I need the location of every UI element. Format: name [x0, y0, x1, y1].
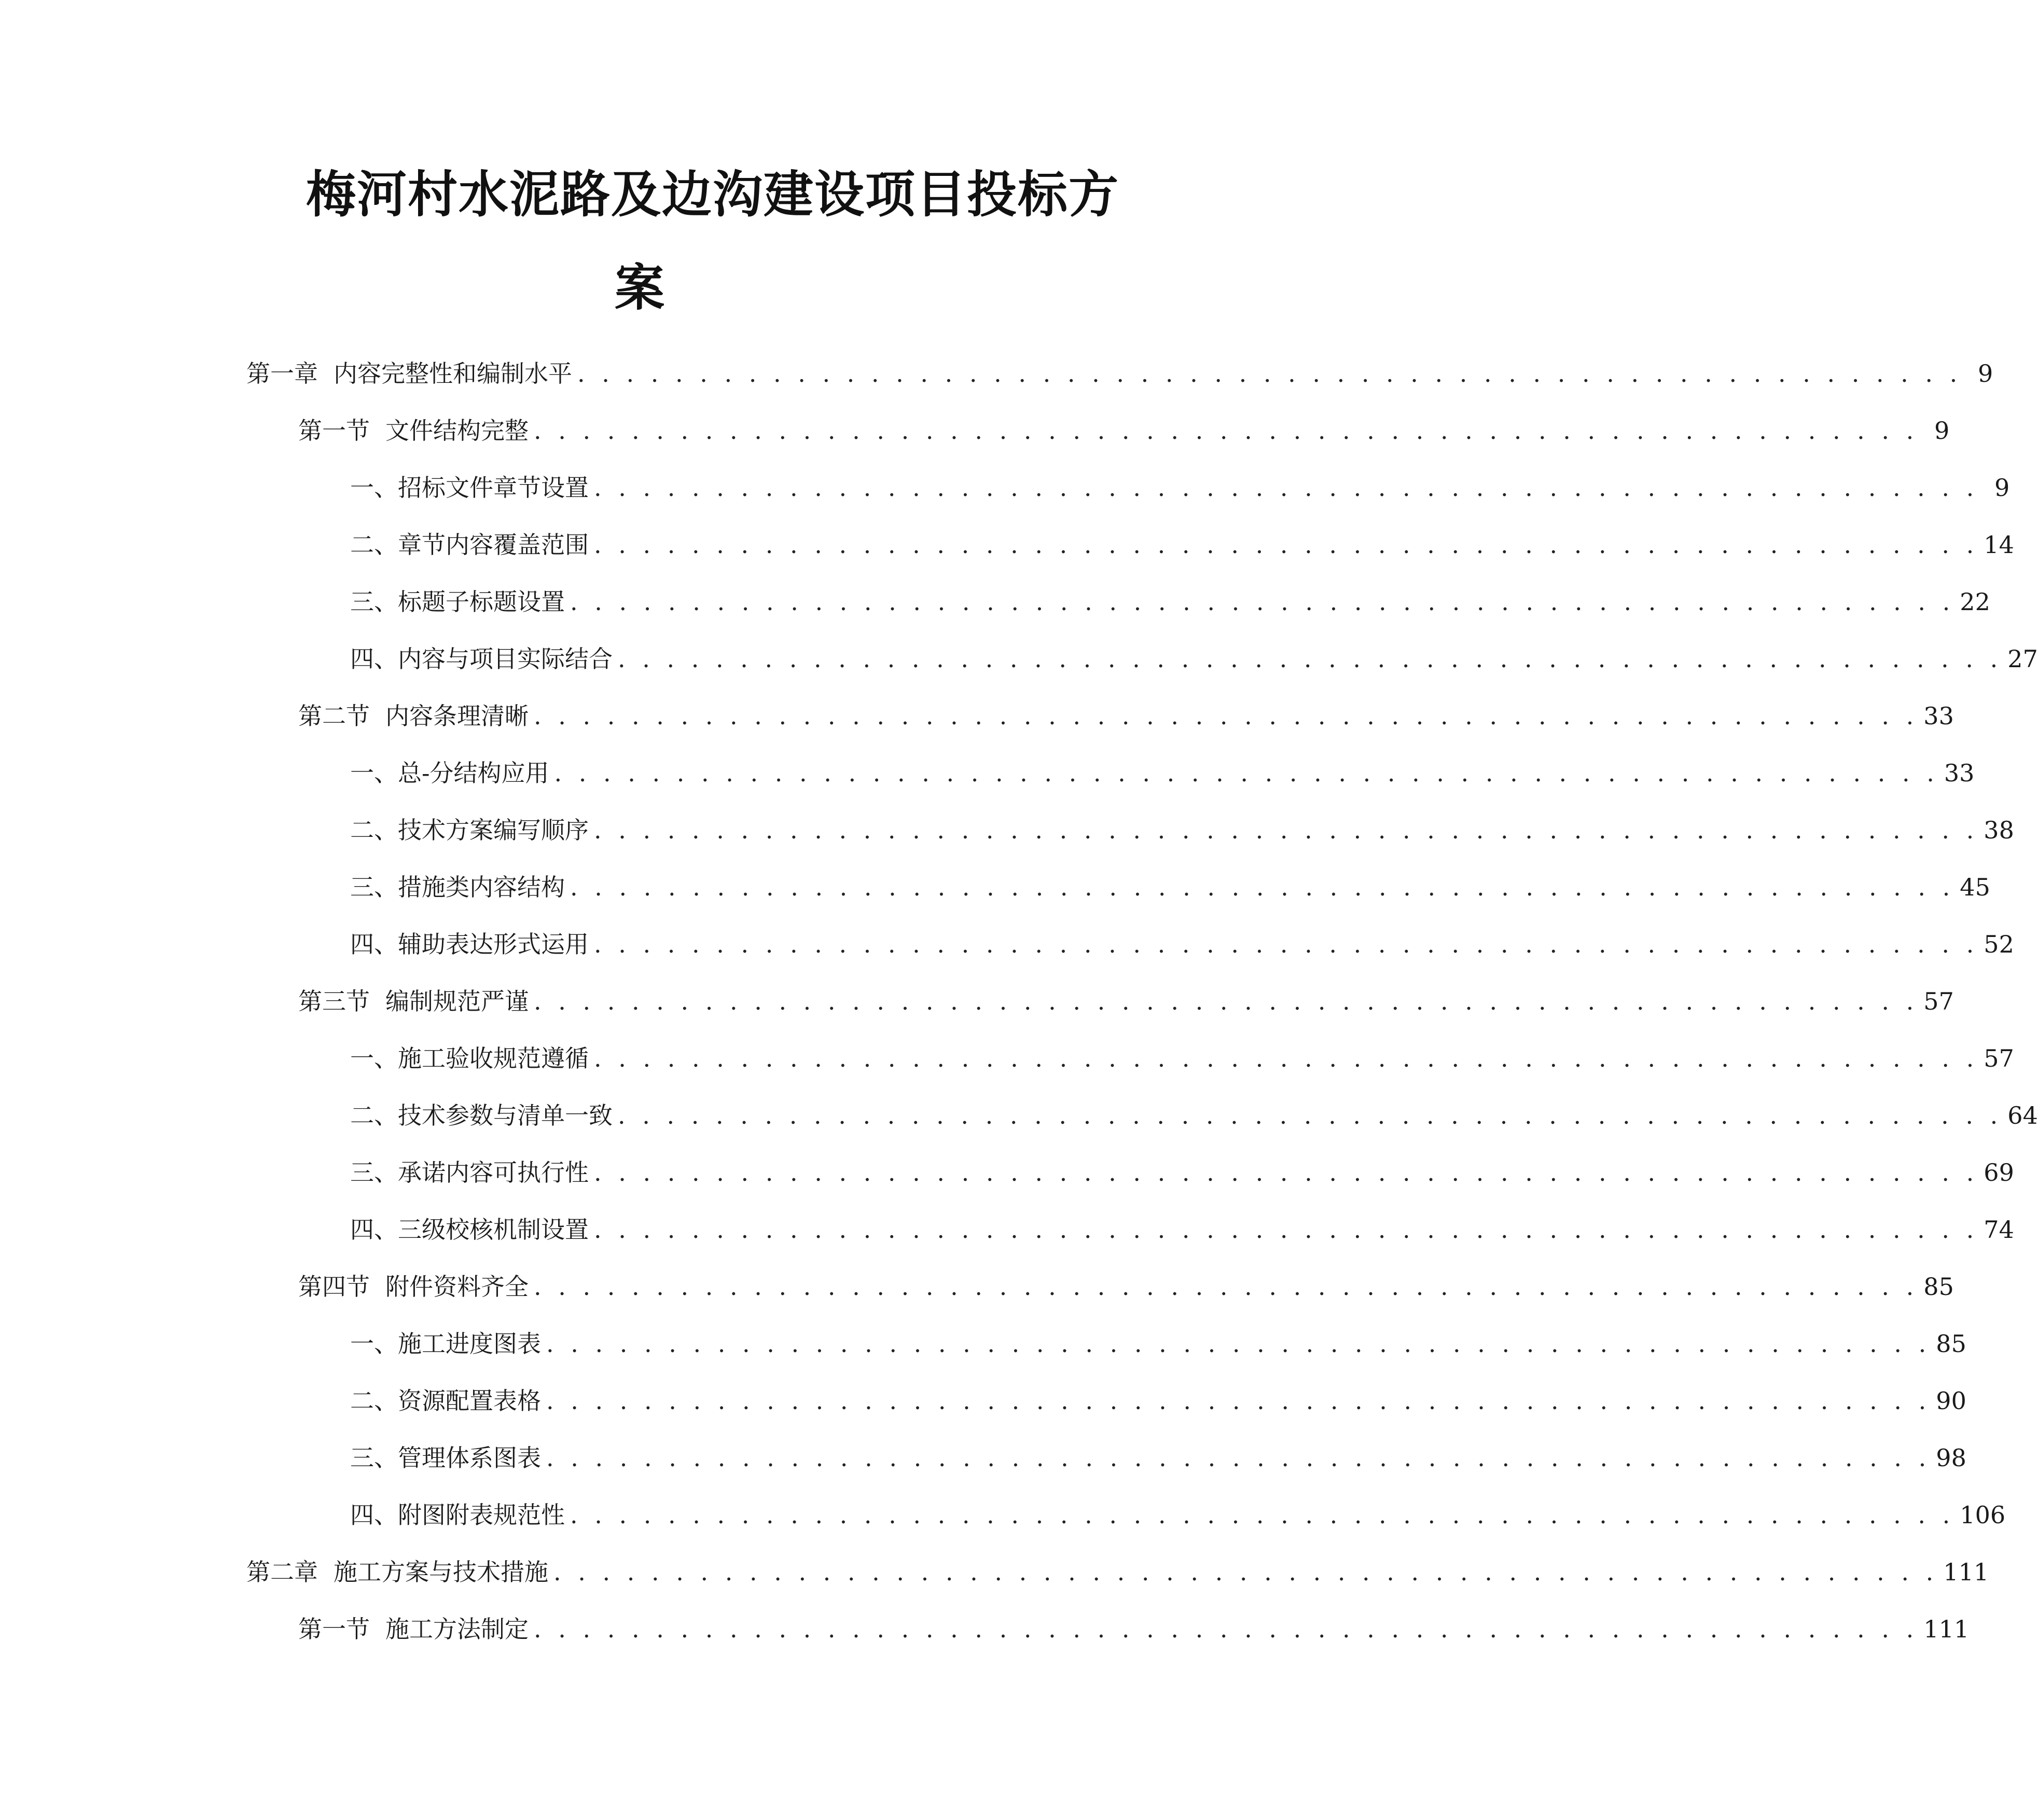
toc-entry[interactable] [298, 695, 1954, 732]
toc-leader-dots: . . . . . . . . . . . . . . . . . . . . . . . . . . . . . . . . . . . . . . . . . . . . . . . . . . . . . . . . . [570, 588, 1955, 616]
toc-entry-prefix: 第一节 [298, 1615, 370, 1643]
toc-entry-label: 技术参数与清单一致 [398, 1101, 613, 1129]
toc-entry-label: 三级校核机制设置 [398, 1216, 589, 1244]
toc-entry-label: 编制规范严谨 [385, 987, 529, 1015]
toc-entry[interactable] [246, 1551, 1989, 1588]
toc-entry-page: 9 [1978, 360, 1993, 388]
toc-leader-dots: . . . . . . . . . . . . . . . . . . . . . . . . . . . . . . . . . . . . . . . . . . . . . . . . . . . . . . . . . [594, 531, 1979, 559]
toc-entry-page: 57 [1984, 1044, 2014, 1072]
toc-entry-page: 33 [1923, 702, 1954, 730]
toc-entry-prefix: 二、 [350, 816, 398, 844]
toc-entry-page: 69 [1984, 1159, 2014, 1187]
toc-entry[interactable] [350, 467, 2010, 503]
toc-leader-dots: . . . . . . . . . . . . . . . . . . . . . . . . . . . . . . . . . . . . . . . . . . . . . . . . . . . . . . . . . [577, 360, 1962, 388]
toc-leader-dots: . . . . . . . . . . . . . . . . . . . . . . . . . . . . . . . . . . . . . . . . . . . . . . . . . . . . . . . . . [594, 816, 1979, 844]
toc-entry-prefix: 四、 [350, 645, 398, 673]
toc-entry[interactable] [350, 1152, 2014, 1188]
toc-entry-page: 111 [1923, 1615, 1970, 1643]
toc-entry-prefix: 第一节 [298, 417, 370, 445]
toc-entry-page: 98 [1936, 1444, 1966, 1472]
toc-entry[interactable] [350, 809, 2014, 846]
toc-entry-page: 74 [1984, 1216, 2014, 1244]
toc-entry-page: 57 [1923, 987, 1954, 1015]
toc-entry-page: 9 [1934, 417, 1950, 445]
document-title-line-2: 案 [615, 259, 664, 317]
toc-entry[interactable] [350, 752, 1975, 789]
toc-entry-page: 38 [1984, 816, 2014, 844]
toc-entry-page: 27 [2007, 645, 2038, 673]
toc-entry[interactable] [298, 410, 1950, 446]
toc-entry-label: 内容与项目实际结合 [398, 645, 613, 673]
toc-entry-label: 附件资料齐全 [385, 1273, 529, 1301]
toc-entry-label: 施工方案与技术措施 [334, 1558, 548, 1586]
toc-leader-dots: . . . . . . . . . . . . . . . . . . . . . . . . . . . . . . . . . . . . . . . . . . . . . . . . . . . . . . . . . [534, 1273, 1919, 1301]
toc-entry-label: 技术方案编写顺序 [398, 816, 589, 844]
toc-entry-prefix: 第二章 [246, 1558, 318, 1586]
toc-entry-prefix: 一、 [350, 1044, 398, 1072]
toc-leader-dots: . . . . . . . . . . . . . . . . . . . . . . . . . . . . . . . . . . . . . . . . . . . . . . . . . . . . . . . . . [554, 759, 1939, 787]
toc-entry-page: 90 [1936, 1387, 1966, 1415]
toc-leader-dots: . . . . . . . . . . . . . . . . . . . . . . . . . . . . . . . . . . . . . . . . . . . . . . . . . . . . . . . . . [553, 1558, 1938, 1586]
toc-entry-prefix: 第一章 [246, 360, 318, 388]
toc-entry-label: 内容完整性和编制水平 [334, 360, 572, 388]
toc-entry[interactable] [246, 353, 1993, 389]
toc-entry-label: 辅助表达形式运用 [398, 930, 589, 958]
toc-entry-label: 招标文件章节设置 [398, 474, 589, 502]
toc-entry-prefix: 三、 [350, 588, 398, 616]
toc-entry[interactable] [298, 981, 1954, 1017]
toc-leader-dots: . . . . . . . . . . . . . . . . . . . . . . . . . . . . . . . . . . . . . . . . . . . . . . . . . . . . . . . . . [594, 930, 1979, 958]
toc-entry-prefix: 四、 [350, 1216, 398, 1244]
toc-entry[interactable] [350, 1494, 2006, 1531]
toc-entry-prefix: 一、 [350, 474, 398, 502]
toc-leader-dots: . . . . . . . . . . . . . . . . . . . . . . . . . . . . . . . . . . . . . . . . . . . . . . . . . . . . . . . . . [594, 1216, 1979, 1244]
toc-entry-prefix: 一、 [350, 1330, 398, 1358]
toc-entry[interactable] [350, 581, 1990, 617]
toc-entry[interactable] [350, 1380, 1966, 1416]
toc-leader-dots: . . . . . . . . . . . . . . . . . . . . . . . . . . . . . . . . . . . . . . . . . . . . . . . . . . . . . . . . . [570, 1501, 1955, 1529]
toc-leader-dots: . . . . . . . . . . . . . . . . . . . . . . . . . . . . . . . . . . . . . . . . . . . . . . . . . . . . . . . . . [546, 1387, 1931, 1415]
toc-entry-prefix: 一、 [350, 759, 398, 787]
toc-entry-page: 9 [1994, 474, 2010, 502]
toc-entry-label: 施工进度图表 [398, 1330, 541, 1358]
toc-entry-prefix: 三、 [350, 873, 398, 901]
toc-entry[interactable] [350, 923, 2014, 960]
toc-entry-page: 52 [1984, 930, 2014, 958]
toc-leader-dots: . . . . . . . . . . . . . . . . . . . . . . . . . . . . . . . . . . . . . . . . . . . . . . . . . . . . . . . . . [570, 873, 1955, 901]
toc-entry-label: 施工验收规范遵循 [398, 1044, 589, 1072]
toc-leader-dots: . . . . . . . . . . . . . . . . . . . . . . . . . . . . . . . . . . . . . . . . . . . . . . . . . . . . . . . . . [534, 1615, 1919, 1643]
toc-entry-prefix: 第二节 [298, 702, 370, 730]
toc-entry[interactable] [350, 1095, 2038, 1131]
toc-entry-label: 文件结构完整 [385, 417, 529, 445]
toc-leader-dots: . . . . . . . . . . . . . . . . . . . . . . . . . . . . . . . . . . . . . . . . . . . . . . . . . . . . . . . . . [546, 1330, 1931, 1358]
toc-entry-label: 内容条理清晰 [385, 702, 529, 730]
toc-leader-dots: . . . . . . . . . . . . . . . . . . . . . . . . . . . . . . . . . . . . . . . . . . . . . . . . . . . . . . . . . [534, 987, 1919, 1015]
toc-entry[interactable] [350, 1323, 1966, 1359]
toc-entry-label: 资源配置表格 [398, 1387, 541, 1415]
toc-entry-label: 标题子标题设置 [398, 588, 565, 616]
toc-entry-prefix: 三、 [350, 1444, 398, 1472]
toc-entry-page: 14 [1984, 531, 2014, 559]
toc-entry[interactable] [350, 866, 1990, 903]
toc-leader-dots: . . . . . . . . . . . . . . . . . . . . . . . . . . . . . . . . . . . . . . . . . . . . . . . . . . . . . . . . . [594, 1044, 1979, 1072]
toc-entry-prefix: 二、 [350, 1387, 398, 1415]
toc-entry-label: 章节内容覆盖范围 [398, 531, 589, 559]
toc-entry[interactable] [298, 1608, 1970, 1645]
toc-entry-prefix: 四、 [350, 1501, 398, 1529]
toc-leader-dots: . . . . . . . . . . . . . . . . . . . . . . . . . . . . . . . . . . . . . . . . . . . . . . . . . . . . . . . . . [618, 1101, 2003, 1129]
toc-entry-page: 85 [1923, 1273, 1954, 1301]
toc-entry[interactable] [350, 1038, 2014, 1074]
toc-leader-dots: . . . . . . . . . . . . . . . . . . . . . . . . . . . . . . . . . . . . . . . . . . . . . . . . . . . . . . . . . [594, 1159, 1979, 1187]
toc-leader-dots: . . . . . . . . . . . . . . . . . . . . . . . . . . . . . . . . . . . . . . . . . . . . . . . . . . . . . . . . . [594, 474, 1979, 502]
toc-entry[interactable] [350, 1209, 2014, 1245]
toc-entry-page: 45 [1960, 873, 1990, 901]
toc-leader-dots: . . . . . . . . . . . . . . . . . . . . . . . . . . . . . . . . . . . . . . . . . . . . . . . . . . . . . . . . . [534, 702, 1919, 730]
toc-entry-label: 管理体系图表 [398, 1444, 541, 1472]
toc-entry-prefix: 三、 [350, 1159, 398, 1187]
toc-entry-page: 22 [1960, 588, 1990, 616]
document-title-line-1: 梅河村水泥路及边沟建设项目投标方 [306, 166, 1119, 224]
toc-entry-prefix: 第四节 [298, 1273, 370, 1301]
toc-entry-label: 施工方法制定 [385, 1615, 529, 1643]
toc-entry-label: 措施类内容结构 [398, 873, 565, 901]
toc-entry-label: 附图附表规范性 [398, 1501, 565, 1529]
toc-entry[interactable] [350, 524, 2014, 560]
toc-entry-prefix: 第三节 [298, 987, 370, 1015]
toc-leader-dots: . . . . . . . . . . . . . . . . . . . . . . . . . . . . . . . . . . . . . . . . . . . . . . . . . . . . . . . . . [546, 1444, 1931, 1472]
toc-leader-dots: . . . . . . . . . . . . . . . . . . . . . . . . . . . . . . . . . . . . . . . . . . . . . . . . . . . . . . . . . [534, 417, 1919, 445]
toc-entry[interactable] [298, 1266, 1954, 1302]
toc-entry-label: 总-分结构应用 [398, 759, 549, 787]
toc-entry-prefix: 二、 [350, 531, 398, 559]
toc-entry-page: 111 [1943, 1558, 1989, 1586]
toc-entry-page: 64 [2007, 1101, 2038, 1129]
toc-entry-page: 85 [1936, 1330, 1966, 1358]
toc-entry[interactable] [350, 1437, 1966, 1473]
toc-entry-page: 33 [1944, 759, 1975, 787]
toc-entry-prefix: 二、 [350, 1101, 398, 1129]
toc-entry[interactable] [350, 638, 2038, 674]
toc-entry-label: 承诺内容可执行性 [398, 1159, 589, 1187]
toc-entry-prefix: 四、 [350, 930, 398, 958]
toc-entry-page: 106 [1960, 1501, 2006, 1529]
toc-leader-dots: . . . . . . . . . . . . . . . . . . . . . . . . . . . . . . . . . . . . . . . . . . . . . . . . . . . . . . . . . [618, 645, 2003, 673]
